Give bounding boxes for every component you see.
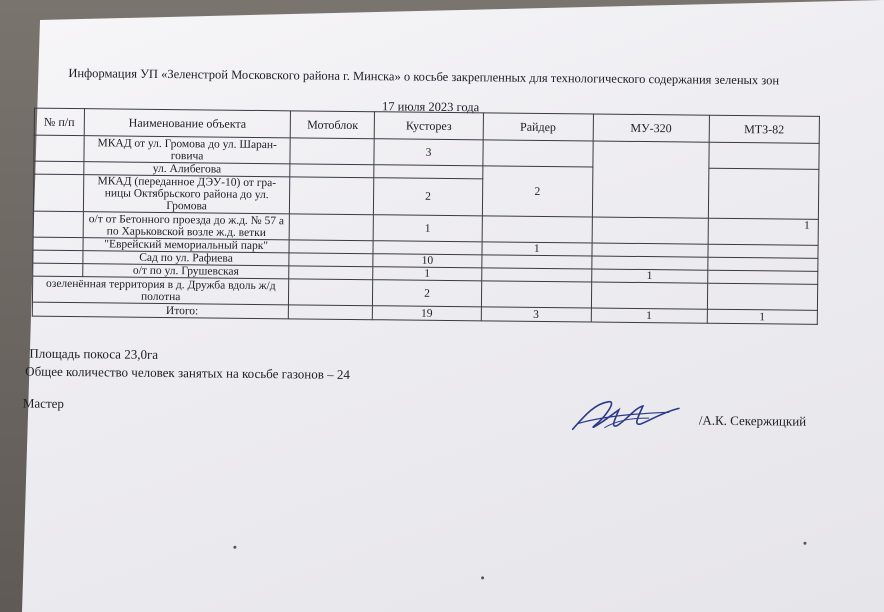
signer-name: /А.К. Секержицкий xyxy=(698,412,807,429)
paper-speck xyxy=(481,576,484,579)
cell-kustorez: 2 xyxy=(373,280,482,307)
total-kustorez: 19 xyxy=(372,306,481,321)
cell-kustorez: 10 xyxy=(373,254,482,268)
header-raider: Райдер xyxy=(483,113,593,141)
cell-num xyxy=(33,174,83,212)
cell-mu320 xyxy=(592,141,709,218)
document-title: Информация УП «Зеленстрой Московского района г. Минска» о косьбе закрепленных для технологического содержания зеленых зон xyxy=(68,65,780,88)
cell-motoblok xyxy=(290,177,374,215)
cell-raider xyxy=(482,216,592,243)
header-num: № п/п xyxy=(34,108,84,136)
cell-raider xyxy=(483,140,593,167)
cell-motoblok xyxy=(289,266,373,280)
document-date: 17 июля 2023 года xyxy=(381,99,480,115)
cell-motoblok xyxy=(290,214,374,241)
cell-mtz82 xyxy=(708,244,818,258)
cell-mtz82 xyxy=(708,257,818,271)
cell-object-name: ул. Алибегова xyxy=(84,162,291,177)
cell-raider: 2 xyxy=(482,166,593,217)
cell-raider xyxy=(482,255,592,269)
cell-num xyxy=(33,237,83,251)
cell-num xyxy=(34,135,84,162)
cell-mu320 xyxy=(592,217,708,244)
cell-num xyxy=(34,161,84,175)
totals-label: Итого: xyxy=(32,302,289,319)
master-label: Мастер xyxy=(22,395,65,411)
cell-object-name: МКАД (переданное ДЭУ-10) от гра-ницы Октябрьского района до ул. Громова xyxy=(83,175,290,214)
cell-object-name: МКАД от ул. Громова до ул. Шаран-говича xyxy=(84,136,291,164)
total-motoblok xyxy=(289,305,373,320)
cell-mtz82 xyxy=(709,142,820,169)
paper-speck xyxy=(803,542,806,545)
cell-mu320 xyxy=(592,243,708,257)
cell-num xyxy=(33,250,83,264)
paper-speck xyxy=(233,546,236,549)
cell-motoblok xyxy=(290,164,374,178)
cell-motoblok xyxy=(290,138,374,165)
cell-kustorez: 2 xyxy=(374,178,483,216)
total-mtz82: 1 xyxy=(707,309,817,324)
cell-motoblok xyxy=(289,279,373,306)
total-mu320: 1 xyxy=(591,308,707,323)
cell-mu320: 1 xyxy=(591,269,707,283)
cell-kustorez: 1 xyxy=(373,267,482,281)
cell-mtz82: 1 xyxy=(708,218,819,245)
cell-raider xyxy=(481,268,591,282)
cell-mtz82 xyxy=(707,283,818,310)
header-name: Наименование объекта xyxy=(84,109,291,138)
cell-num xyxy=(33,211,83,238)
cell-motoblok xyxy=(289,240,373,254)
header-mu320: МУ-320 xyxy=(593,114,709,142)
people-count: Общее количество человек занятых на косьбе газонов – 24 xyxy=(25,363,350,382)
cell-object-name: озеленённая территория в д. Дружба вдоль ж/д полотна xyxy=(32,276,289,305)
cell-mtz82 xyxy=(707,270,817,284)
header-mtz82: МТЗ-82 xyxy=(709,115,820,143)
cell-object-name: Сад по ул. Рафиева xyxy=(83,251,290,266)
signature-image xyxy=(565,395,685,440)
total-raider: 3 xyxy=(481,307,591,322)
header-kustorez: Кусторез xyxy=(374,112,483,140)
cell-raider xyxy=(481,281,591,308)
mowing-area: Площадь покоса 23,0га xyxy=(29,345,159,362)
cell-object-name: о/т от Бетонного проезда до ж.д. № 57 а по Харьковской возле ж.д. ветки xyxy=(83,212,290,240)
mowing-table xyxy=(32,108,820,325)
cell-raider: 1 xyxy=(482,242,592,256)
cell-mu320 xyxy=(592,256,708,270)
cell-kustorez: 1 xyxy=(373,215,482,242)
cell-kustorez: 3 xyxy=(374,139,483,166)
cell-num xyxy=(33,263,83,277)
cell-object-name: о/т по ул. Грушевская xyxy=(83,264,290,279)
cell-mtz82 xyxy=(708,168,819,219)
cell-object-name: "Еврейский мемориальный парк" xyxy=(83,238,290,253)
cell-kustorez xyxy=(373,241,482,255)
cell-motoblok xyxy=(289,253,373,267)
cell-kustorez xyxy=(374,165,483,179)
cell-mu320 xyxy=(591,282,707,309)
header-motoblok: Мотоблок xyxy=(291,111,375,139)
